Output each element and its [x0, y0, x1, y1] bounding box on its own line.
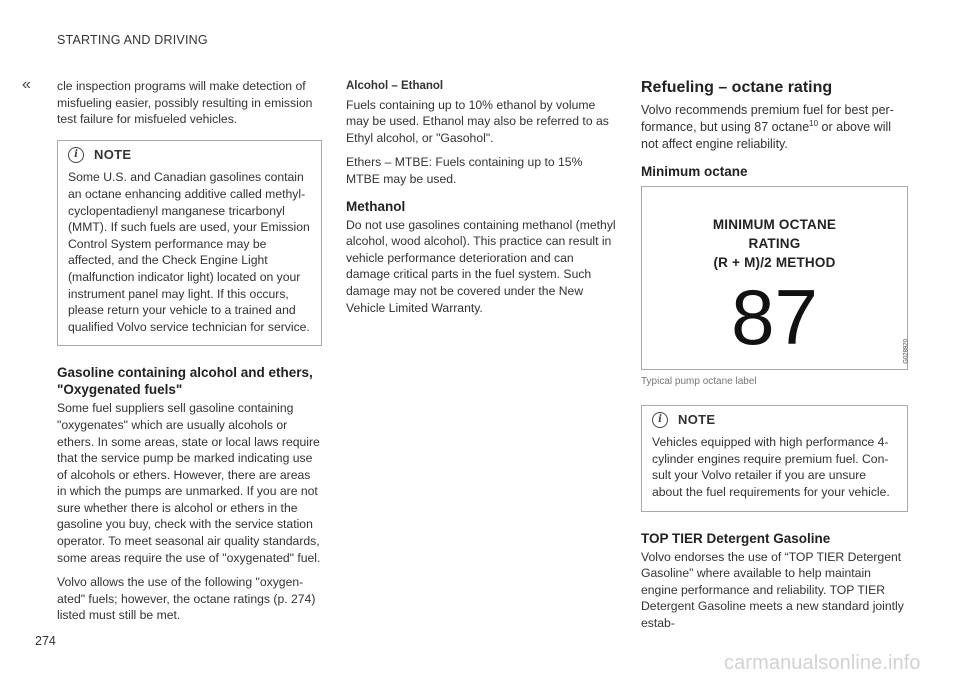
heading-ethanol: Alcohol – Ethanol: [346, 80, 444, 92]
note-body: Vehicles equipped with high performance 4-cylinder engines require premium fuel. Con-sult your Volvo retailer if you are unsure about the fuel requirements for your vehicle.: [652, 435, 890, 499]
figure-code: G028920: [904, 339, 910, 364]
label-title: [642, 187, 907, 272]
column-middle: [346, 78, 618, 324]
heading-octane-rating: Refueling – octane rating: [641, 79, 833, 96]
paragraph-ethers: Ethers – MTBE: Fuels containing up to 15% MTBE may be used.: [346, 155, 583, 186]
paragraph-volvo-allows: Volvo allows the use of the following "oxygen-ated" fuels; however, the octane ratings (p. 274) listed must still be met.: [57, 575, 316, 623]
label-line3: (R + M)/2 METHOD: [713, 255, 836, 270]
column-right: [641, 78, 908, 640]
watermark-link[interactable]: carmanualsonline.info: [724, 652, 921, 674]
note-title: NOTE: [678, 411, 716, 427]
note-box-mmt: [57, 140, 322, 347]
lead-text-end: or above will not affect engine reliability.: [641, 120, 892, 151]
column-left: [57, 78, 322, 632]
paragraph-ethanol: Fuels containing up to 10% ethanol by volume may be used. Ethanol may also be referred to as Ethyl alcohol, or "Gasohol".: [346, 97, 609, 145]
info-icon: i: [68, 147, 84, 163]
section-header: STARTING AND DRIVING: [57, 33, 208, 47]
paragraph-methanol: Do not use gasolines containing methanol (methyl alcohol, wood alcohol). This practice can result in vehicle performance deterioration and can damage critical parts in the fuel system. Such damage may not be covered under the New Vehicle Limited Warranty.: [346, 217, 616, 315]
page-number: 274: [35, 634, 56, 648]
heading-top-tier: TOP TIER Detergent Gasoline: [641, 530, 831, 546]
heading-minimum-octane: Minimum octane: [641, 164, 748, 179]
paragraph-octane-lead: [641, 102, 908, 153]
note-header: [652, 412, 897, 429]
heading-oxygenated-fuels: Gasoline containing alcohol and ethers, "Oxygenated fuels": [57, 365, 313, 398]
lead-text: Volvo recommends premium fuel for best per-formance, but using 87 octane: [641, 103, 894, 134]
paragraph-oxygenates: Some fuel suppliers sell gasoline containing "oxygenates" which are usually alcohols or ethers. In some areas, state or local laws require that the service pump be marked indicating use of alcohols or ethers. However, there are areas in which the pumps are unmarked. If you are not sure whether there is alcohol or ethers in the gasoline you buy, check with the service station operator. To meet seasonal air quality standards, some areas require the use of "oxygenated" fuel.: [57, 401, 321, 565]
figure-caption: Typical pump octane label: [641, 376, 757, 387]
note-box-premium: [641, 405, 908, 512]
continued-paragraph: cle inspection programs will make detection of misfueling easier, possibly resulting in emission test failure for misfueled vehicles.: [57, 79, 313, 127]
label-line1: MINIMUM OCTANE: [712, 217, 837, 232]
label-octane-number: 87: [731, 273, 818, 361]
footnote-ref[interactable]: 10: [809, 118, 819, 128]
pump-octane-label: [641, 186, 908, 370]
note-body: Some U.S. and Canadian gasolines contain an octane enhancing additive called methyl-cyclopentadienyl manganese tricarbonyl (MMT). If such fuels are used, your Emission Control System performance may be affected, and the Check Engine Light (malfunction indicator light) located on your instrument panel may light. If this occurs, please return your vehicle to a trained and qualified Volvo service technician for service.: [68, 170, 310, 334]
note-header: [68, 147, 311, 164]
label-line2: RATING: [748, 236, 801, 251]
paragraph-top-tier: Volvo endorses the use of “TOP TIER Detergent Gasoline" where available to help maintain engine performance and reliability. TOP TIER Detergent Gasoline meets a new standard jointly estab-: [641, 549, 904, 630]
info-icon: i: [652, 412, 668, 428]
heading-methanol: Methanol: [346, 198, 406, 214]
back-chevron-icon[interactable]: «: [22, 76, 31, 93]
note-title: NOTE: [94, 146, 132, 162]
